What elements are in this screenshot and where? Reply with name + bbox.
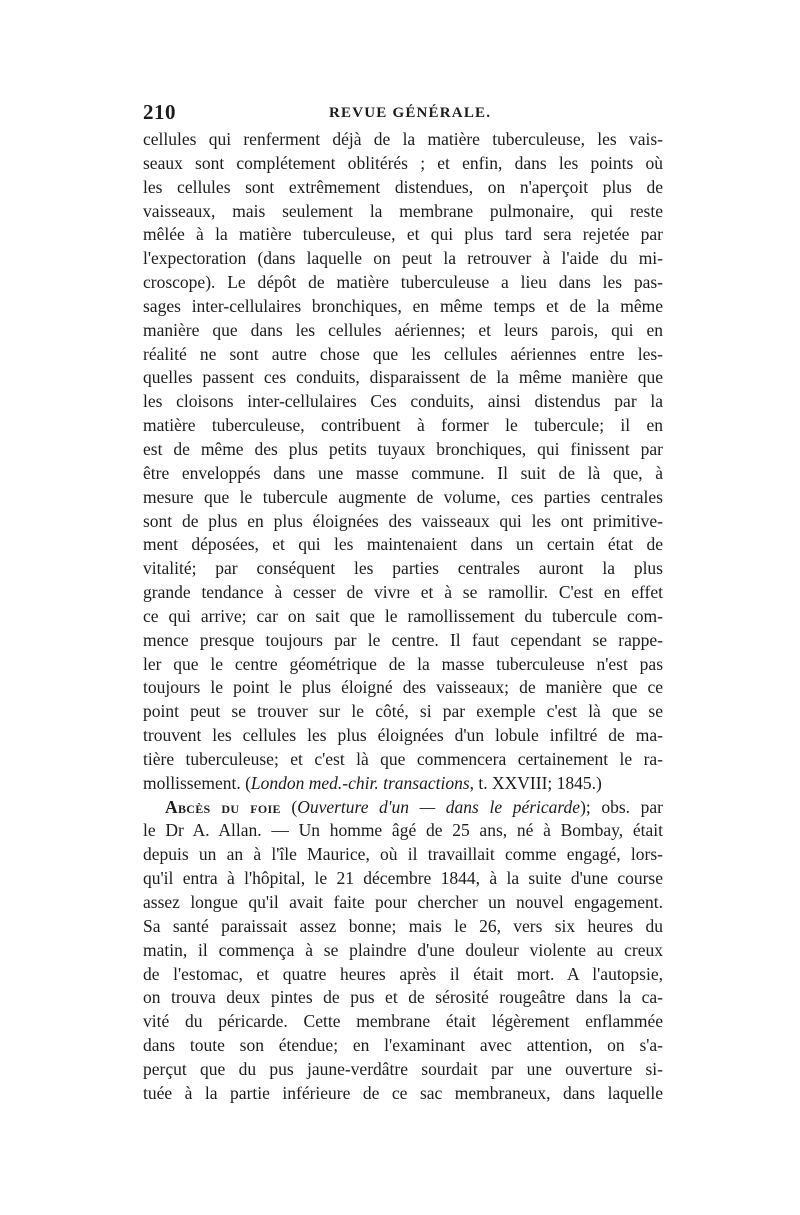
paragraph-line: sont de plus en plus éloignées des vaisseaux qui les ont primitive- [143,510,663,531]
paragraph-line: vitalité; par conséquent les parties centrales auront la plus [143,558,663,579]
paragraph-line: croscope). Le dépôt de matière tuberculeuse a lieu dans les pas- [143,272,663,293]
paragraph-line: grande tendance à cesser de vivre et à se ramollir. C'est en effet [143,582,663,603]
paragraph-line: on trouva deux pintes de pus et de sérosité rougeâtre dans la ca- [143,987,663,1008]
paragraph-line: qu'il entra à l'hôpital, le 21 décembre 1844, à la suite d'une course [143,868,663,889]
paragraph-line: seaux sont complétement oblitérés ; et enfin, dans les points où [143,152,663,173]
paragraph-line: cellules qui renferment déjà de la matière tuberculeuse, les vais- [143,129,663,149]
text-fragment: ( [280,796,298,817]
paragraph-line: Sa santé paraissait assez bonne; mais le 26, vers six heures du [143,915,663,936]
paragraph-line: mêlée à la matière tuberculeuse, et qui plus tard sera rejetée par [143,224,663,245]
paragraph-line: dans toute son étendue; en l'examinant avec attention, on s'a- [143,1035,663,1056]
paragraph-line: tuée à la partie inférieure de ce sac membraneux, dans laquelle [143,1082,663,1103]
paragraph-tubercle [143,128,663,772]
text-fragment: mollissement. ( [143,772,251,793]
page-number: 210 [143,100,176,124]
paragraph-line: tière tuberculeuse; et c'est là que commencera certainement le ra- [143,748,663,769]
paragraph-line: le Dr A. Allan. — Un homme âgé de 25 ans, né à Bombay, était [143,820,663,841]
paragraph-line: trouvent les cellules les plus éloignées d'un lobule infiltré de ma- [143,725,663,746]
paragraph-line: est de même des plus petits tuyaux bronchiques, qui finissent par [143,438,663,459]
paragraph-line: ler que le centre géométrique de la masse tuberculeuse n'est pas [143,653,663,674]
body-text [143,128,663,1106]
paragraph-line: les cellules sont extrêmement distendues, on n'aperçoit plus de [143,176,663,197]
paragraph-line [143,772,663,796]
paragraph-line: assez longue qu'il avait faite pour chercher un nouvel engagement. [143,892,663,912]
paragraph-line: réalité ne sont autre chose que les cellules aériennes entre les- [143,343,663,364]
paragraph-liver-abscess [143,819,663,1105]
section-heading: Abcès du foie [165,796,281,817]
paragraph-line: vité du péricarde. Cette membrane était légèrement enflammée [143,1011,663,1032]
paragraph-line: depuis un an à l'île Maurice, où il travaillait comme engagé, lors- [143,844,663,865]
paragraph-line: point peut se trouver sur le côté, si par exemple c'est là que se [143,701,663,722]
section-subtitle: Ouverture d'un — dans le péricarde [297,796,581,817]
paragraph-line: de l'estomac, et quatre heures après il était mort. A l'autopsie, [143,963,663,984]
paragraph-line [143,796,663,820]
text-fragment: ); obs. par [580,796,663,817]
paragraph-line: ment déposées, et qui les maintenaient dans un certain état de [143,534,663,555]
paragraph-line: l'expectoration (dans laquelle on peut la retrouver à l'aide du mi- [143,248,663,269]
paragraph-line: matière tuberculeuse, contribuent à former le tubercule; il en [143,415,663,436]
page-header [143,100,663,130]
paragraph-line: mesure que le tubercule augmente de volume, ces parties centrales [143,486,663,507]
paragraph-line: matin, il commença à se plaindre d'une douleur violente au creux [143,939,663,960]
paragraph-line: les cloisons inter-cellulaires Ces conduits, ainsi distendus par la [143,391,663,412]
journal-citation: London med.-chir. transactions [250,772,470,793]
paragraph-line: manière que dans les cellules aériennes; et leurs parois, qui en [143,319,663,340]
paragraph-line: être enveloppés dans une masse commune. Il suit de là que, à [143,462,663,483]
paragraph-line: quelles passent ces conduits, disparaissent de la même manière que [143,367,663,388]
text-fragment: , t. XXVIII; 1845.) [469,772,602,793]
paragraph-line: mence presque toujours par le centre. Il faut cependant se rappe- [143,629,663,650]
paragraph-line: vaisseaux, mais seulement la membrane pulmonaire, qui reste [143,200,663,221]
paragraph-line: sages inter-cellulaires bronchiques, en même temps et de la même [143,295,663,316]
running-title: REVUE GÉNÉRALE. [329,105,492,121]
paragraph-line: perçut que du pus jaune-verdâtre sourdait par une ouverture si- [143,1058,663,1079]
paragraph-line: toujours le point le plus éloigné des vaisseaux; de manière que ce [143,677,663,698]
paragraph-line: ce qui arrive; car on sait que le ramollissement du tubercule com- [143,605,663,626]
